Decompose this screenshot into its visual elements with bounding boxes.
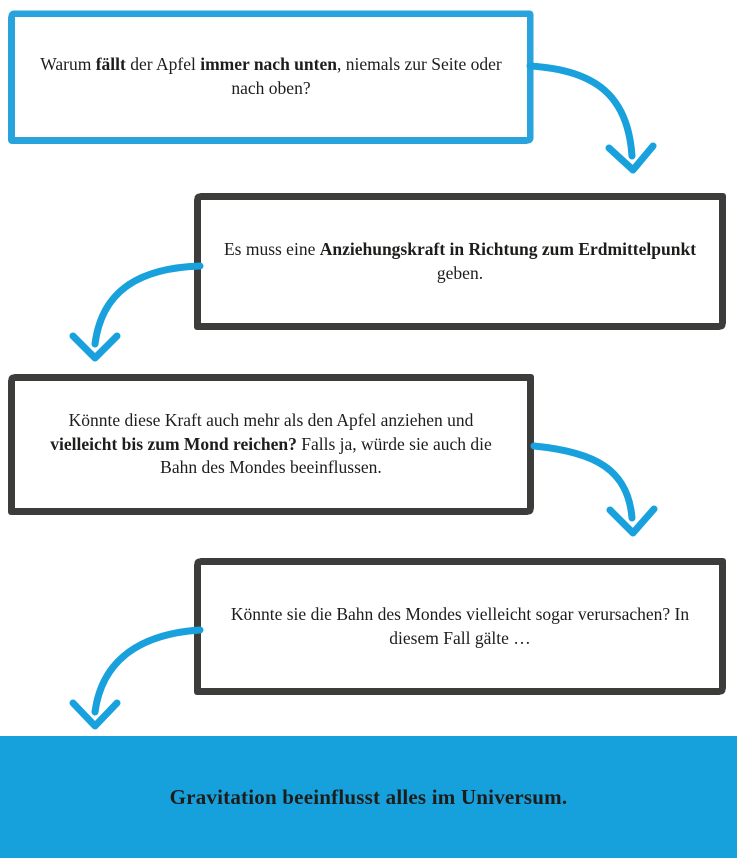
step-2-text-part: geben. [436,262,484,283]
arrow-2 [73,266,200,358]
step-1-text-bold: immer nach unten [200,54,337,75]
step-1-text-part: der Apfel [125,54,201,75]
step-3-text-bold: vielleicht bis zum Mond reichen? [50,433,297,454]
step-4-text [219,603,701,650]
step-1-text [33,53,509,100]
step-1-text-part: Warum [40,54,96,75]
step-2-text-bold: Anziehungskraft in Richtung zum Erdmittelpunkt [319,238,697,259]
conclusion-banner [0,736,737,858]
arrow-4 [73,630,200,726]
step-2-text [219,238,701,285]
step-3-text-part: Falls ja, würde sie auch die Bahn des Mondes beeinflussen. [160,433,492,478]
step-1-text-bold: fällt [95,54,126,75]
arrow-1 [530,66,653,170]
conclusion-text: Gravitation beeinflusst alles im Universum. [169,784,568,809]
step-box-2 [196,195,724,328]
step-4-text-part: Könnte sie die Bahn des Mondes vielleicht sogar verursachen? In diesem Fall gälte … [230,603,690,648]
step-box-4 [196,560,724,693]
step-box-3 [10,376,532,513]
step-3-text [33,409,509,480]
arrow-3 [534,446,654,533]
step-box-1 [10,12,532,142]
step-2-text-part: Es muss eine [223,238,320,259]
step-1-text-part: , niemals zur Seite oder nach oben? [231,54,502,98]
step-3-text-part: Könnte diese Kraft auch mehr als den Apfel anziehen und [68,410,474,431]
